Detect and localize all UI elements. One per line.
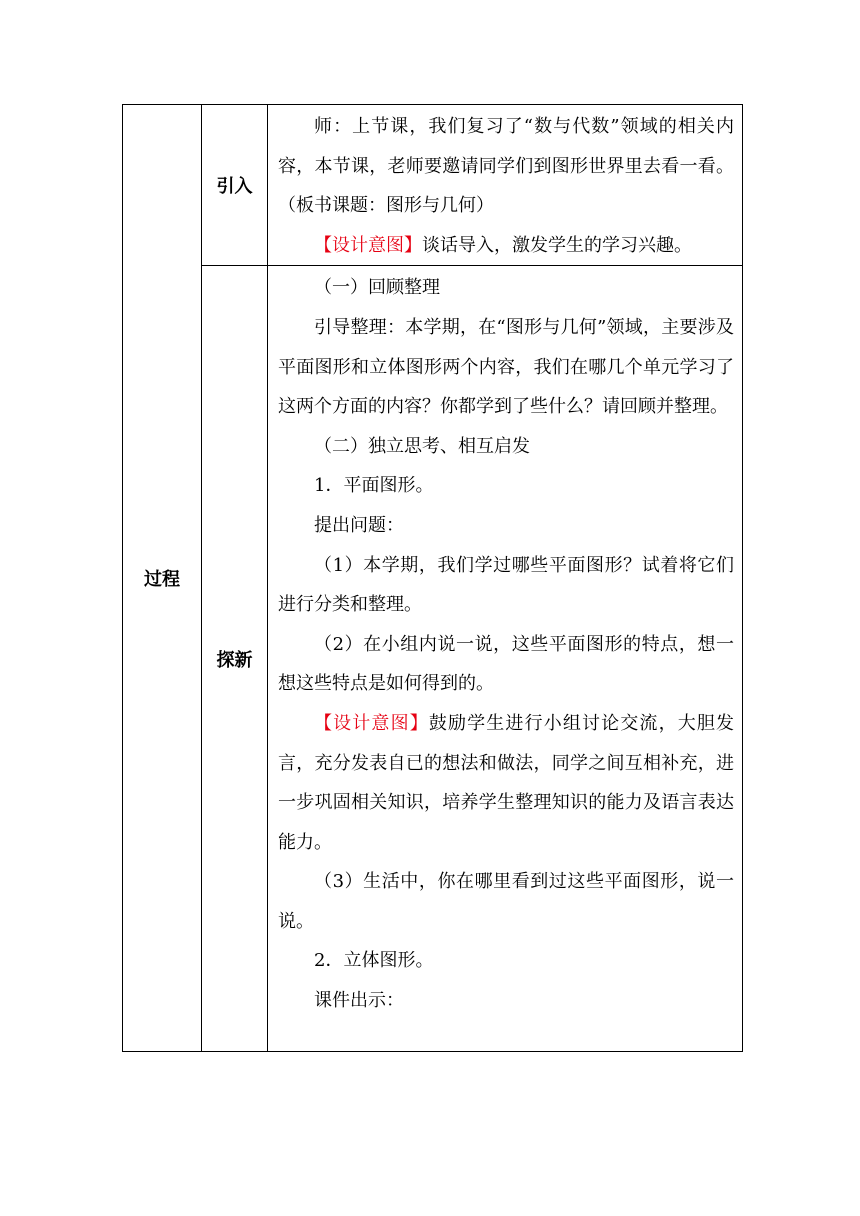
explore-paragraph: （3）生活中，你在哪里看到过这些平面图形，说一说。 [278,871,734,932]
explore-paragraph: （二）独立思考、相互启发 [314,435,530,457]
explore-paragraph: （一）回顾整理 [314,277,440,299]
intro-design-intent [278,226,734,266]
explore-content [268,266,743,1052]
design-intent-text: 鼓励学生进行小组讨论交流，大胆发言，充分发表自已的想法和做法，同学之间互相补充，进一步巩固相关知识，培养学生整理知识的能力及语言表达能力。 [278,712,735,853]
design-intent-tag: 【设计意图】 [314,234,422,256]
intro-label: 引入 [202,105,268,266]
process-label: 过程 [123,105,202,1052]
explore-paragraph: （1）本学期，我们学过哪些平面图形？试着将它们进行分类和整理。 [278,554,734,616]
intro-paragraph-1: 师：上节课，我们复习了“数与代数”领域的相关内容，本节课，老师要邀请同学们到图形世界里去看一看。（板书课题：图形与几何） [278,116,734,217]
explore-label: 探新 [202,266,268,1052]
design-intent-tag: 【设计意图】 [314,712,429,734]
explore-paragraph: 课件出示： [314,990,404,1012]
explore-paragraph: 1．平面图形。 [314,475,434,497]
lesson-plan-table [122,104,743,1052]
explore-paragraph: 2．立体图形。 [314,950,434,972]
design-intent-text: 谈话导入，激发学生的学习兴趣。 [422,234,692,256]
intro-row [123,105,743,266]
explore-paragraph: 提出问题： [314,514,404,536]
explore-design-intent [278,704,734,862]
explore-row [123,266,743,1052]
explore-paragraph: （2）在小组内说一说，这些平面图形的特点，想一想这些特点是如何得到的。 [278,633,734,695]
intro-content [268,105,743,266]
explore-paragraph: 引导整理：本学期，在“图形与几何”领域，主要涉及平面图形和立体图形两个内容，我们在哪几个单元学习了这两个方面的内容？你都学到了些什么？请回顾并整理。 [278,316,734,418]
